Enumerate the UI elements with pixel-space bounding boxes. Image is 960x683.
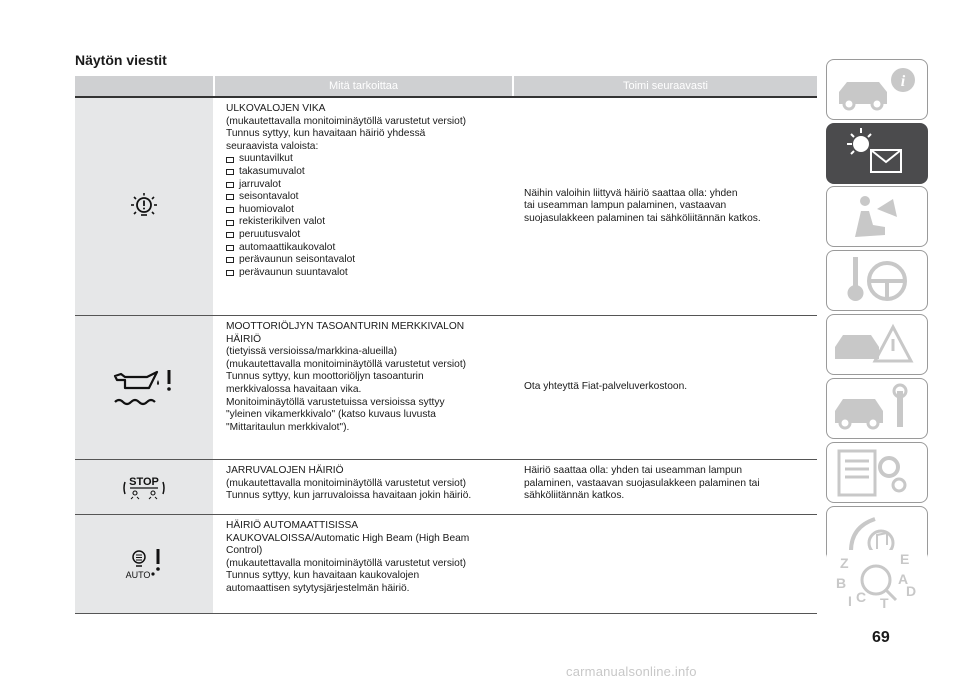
list-item: huomiovalot bbox=[226, 204, 506, 217]
icon-cell bbox=[75, 515, 213, 613]
svg-text:Z: Z bbox=[840, 555, 849, 571]
auto-high-beam-fault-icon bbox=[122, 547, 166, 581]
bullet-box-icon bbox=[226, 157, 234, 163]
text-line: tai useamman lampun palaminen, vastaavan bbox=[524, 200, 727, 212]
car-service-icon bbox=[827, 379, 927, 438]
bullet-box-icon bbox=[226, 207, 234, 213]
text-line: (mukautettavalla monitoiminäytöllä varustetut versiot) bbox=[226, 477, 467, 489]
messages-table bbox=[75, 76, 817, 614]
text-line: (mukautettavalla monitoiminäytöllä varustetut versiot) bbox=[226, 557, 467, 569]
car-info-icon bbox=[827, 60, 927, 119]
tab-index[interactable] bbox=[826, 550, 928, 611]
text-line: Tunnus syttyy, kun havaitaan häiriö yhdessä bbox=[226, 128, 426, 140]
page-title: Näytön viestit bbox=[75, 52, 167, 68]
table-header bbox=[75, 76, 817, 98]
list-item: perävaunun suuntavalot bbox=[226, 267, 506, 280]
tab-safety[interactable] bbox=[826, 186, 928, 247]
exterior-light-fault-icon bbox=[127, 190, 161, 224]
svg-text:A: A bbox=[898, 571, 909, 587]
text-line: ULKOVALOJEN VIKA bbox=[226, 103, 326, 114]
svg-text:I: I bbox=[848, 593, 852, 609]
text-line: "Mittaritaulun merkkivalot"). bbox=[226, 421, 350, 433]
key-steering-wheel-icon bbox=[827, 251, 927, 310]
text-line: Ota yhteyttä Fiat-palveluverkostoon. bbox=[524, 381, 688, 393]
text-line: Tunnus syttyy, kun jarruvaloissa havaitaan jokin häiriö. bbox=[226, 490, 472, 502]
airbag-seat-icon bbox=[827, 187, 927, 246]
technical-specs-icon bbox=[827, 443, 927, 502]
index-icon bbox=[826, 550, 926, 611]
text-line: KAUKOVALOISSA/Automatic High Beam (High Beam bbox=[226, 532, 470, 544]
tab-car-info[interactable] bbox=[826, 59, 928, 120]
list-item: perävaunun seisontavalot bbox=[226, 254, 506, 267]
icon-cell bbox=[75, 98, 213, 315]
text-line: sähköliitännän katkos. bbox=[524, 490, 625, 502]
oil-level-sensor-fault-icon bbox=[111, 366, 177, 410]
text-line: suojasulakkeen palaminen tai sähköliitännän katkos. bbox=[524, 212, 761, 224]
text-line: Näihin valoihin liittyvä häiriö saattaa olla: yhden bbox=[524, 187, 738, 199]
text-line: merkkivalossa havaitaan vika. bbox=[226, 383, 362, 395]
watermark: carmanualsonline.info bbox=[566, 664, 697, 679]
header-meaning: Mitä tarkoittaa bbox=[215, 76, 512, 96]
table-row bbox=[75, 460, 817, 515]
page-number: 69 bbox=[872, 629, 890, 646]
text-line: (mukautettavalla monitoiminäytöllä varustetut versiot) bbox=[226, 358, 467, 370]
text-line: Monitoiminäytöllä varustetuissa versioissa syttyy bbox=[226, 396, 445, 408]
bullet-box-icon bbox=[226, 270, 234, 276]
list-item: jarruvalot bbox=[226, 179, 506, 192]
text-line: automaattisen sytytysjärjestelmän häiriö. bbox=[226, 582, 410, 594]
bullet-box-icon bbox=[226, 169, 234, 175]
bullet-box-icon bbox=[226, 245, 234, 251]
svg-text:i: i bbox=[900, 73, 906, 90]
tab-emergency[interactable] bbox=[826, 314, 928, 375]
stop-label: STOP bbox=[129, 476, 159, 488]
table-row bbox=[75, 515, 817, 614]
table-row bbox=[75, 98, 817, 316]
bullet-box-icon bbox=[226, 257, 234, 263]
list-item: peruutusvalot bbox=[226, 229, 506, 242]
meaning-cell bbox=[215, 98, 512, 315]
tab-maintenance[interactable] bbox=[826, 378, 928, 439]
warning-light-message-icon bbox=[827, 124, 927, 183]
text-line: HÄIRIÖ bbox=[226, 333, 262, 345]
stop-light-fault-icon bbox=[122, 472, 166, 502]
text-line: Tunnus syttyy, kun havaitaan kaukovalojen bbox=[226, 570, 420, 582]
auto-label: AUTO bbox=[125, 570, 151, 580]
text-line: (mukautettavalla monitoiminäytöllä varustetut versiot) bbox=[226, 115, 467, 127]
bullet-box-icon bbox=[226, 232, 234, 238]
svg-text:D: D bbox=[906, 583, 917, 599]
action-cell bbox=[514, 460, 817, 514]
meaning-cell bbox=[215, 515, 512, 613]
bullet-box-icon bbox=[226, 194, 234, 200]
text-line: palaminen, vastaavan suojasulakkeen palaminen tai bbox=[524, 477, 760, 489]
header-action: Toimi seuraavasti bbox=[514, 76, 817, 96]
text-line: Control) bbox=[226, 545, 263, 557]
bullet-box-icon bbox=[226, 182, 234, 188]
text-line: HÄIRIÖ AUTOMAATTISISSA bbox=[226, 520, 359, 531]
table-row bbox=[75, 316, 817, 460]
svg-text:T: T bbox=[880, 595, 889, 611]
tab-warning-lights[interactable] bbox=[826, 123, 928, 184]
car-breakdown-icon bbox=[827, 315, 927, 374]
list-item: rekisterikilven valot bbox=[226, 216, 506, 229]
text-line: "yleinen vikamerkkivalo" (katso kuvaus luvusta bbox=[226, 409, 436, 421]
text-line: (tietyissä versioissa/markkina-alueilla) bbox=[226, 346, 397, 358]
action-cell bbox=[514, 316, 817, 459]
icon-cell bbox=[75, 316, 213, 459]
svg-text:C: C bbox=[856, 589, 867, 605]
meaning-cell bbox=[215, 460, 512, 514]
action-cell bbox=[514, 515, 817, 613]
list-item: suuntavilkut bbox=[226, 153, 506, 166]
action-cell bbox=[514, 98, 817, 315]
text-line: Tunnus syttyy, kun moottoriöljyn tasoanturin bbox=[226, 371, 424, 383]
svg-text:E: E bbox=[900, 551, 910, 567]
meaning-cell bbox=[215, 316, 512, 459]
list-item: seisontavalot bbox=[226, 191, 506, 204]
text-line: Häiriö saattaa olla: yhden tai useamman lampun bbox=[524, 465, 743, 476]
list-item: automaattikaukovalot bbox=[226, 242, 506, 255]
list-item: takasumuvalot bbox=[226, 166, 506, 179]
tab-starting[interactable] bbox=[826, 250, 928, 311]
text-line: JARRUVALOJEN HÄIRIÖ bbox=[226, 465, 344, 476]
bullet-box-icon bbox=[226, 220, 234, 226]
text-line: seuraavista valoista: bbox=[226, 140, 319, 152]
tab-technical-data[interactable] bbox=[826, 442, 928, 503]
header-icon-cell bbox=[75, 76, 213, 96]
icon-cell bbox=[75, 460, 213, 514]
svg-text:B: B bbox=[836, 575, 847, 591]
text-line: MOOTTORIÖLJYN TASOANTURIN MERKKIVALON bbox=[226, 321, 465, 332]
